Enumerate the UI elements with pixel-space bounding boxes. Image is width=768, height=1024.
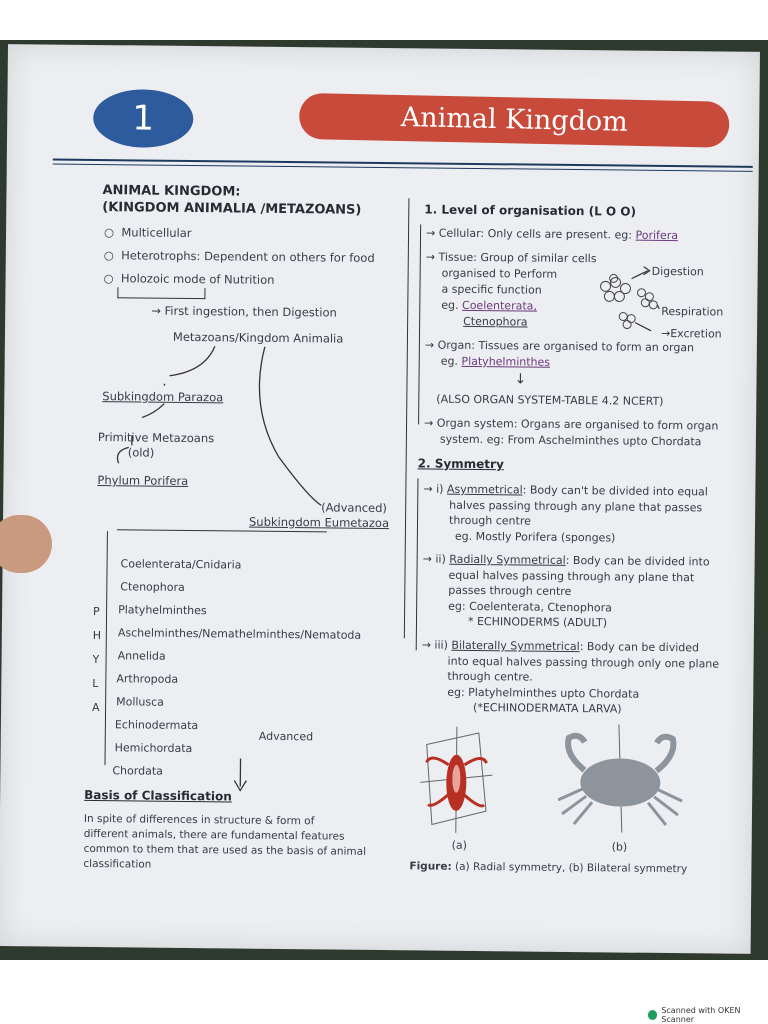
organ-eg-text: Platyhelminthes — [461, 354, 551, 369]
advanced-label: (Advanced) — [321, 500, 388, 516]
tissue-eg-1: Coelenterata, — [461, 298, 537, 313]
left-title-1: ANIMAL KINGDOM: — [102, 183, 241, 200]
also-note: (ALSO ORGAN SYSTEM-TABLE 4.2 NCERT) — [436, 392, 664, 408]
old-label: (old) — [127, 445, 155, 460]
bilat-term: Bilaterally Symmetrical — [451, 638, 580, 654]
radial-eg: eg: Coelenterata, Ctenophora — [448, 599, 612, 615]
eumetazoa-label: Subkingdom Eumetazoa — [248, 514, 390, 531]
asym-term: Asymmetrical — [446, 482, 523, 497]
loo-bracket — [418, 224, 421, 424]
organ-row: → Organ: Tissues are organised to form an organ — [424, 338, 695, 355]
organ-eg — [441, 355, 550, 369]
asym-line: halves passing through any plane that passes — [449, 498, 703, 515]
excretion-label: →Excretion — [660, 326, 722, 341]
symmetry-title-text: 2. Symmetry — [417, 456, 504, 472]
scanner-text: Scanned with OKEN Scanner — [661, 1006, 741, 1024]
digestion-label: Digestion — [651, 264, 704, 279]
bullet-1: ○ Multicellular — [103, 225, 192, 240]
scanned-page — [0, 44, 760, 954]
organ-system-line-1: Organ system: Organs are organised to form organ — [436, 416, 719, 433]
respiration-label: Respiration — [661, 304, 724, 319]
tissue-line-3: a specific function — [441, 282, 542, 297]
bullet-3-text: Holozoic mode of Nutrition — [120, 271, 275, 287]
excretion-text: Excretion — [670, 327, 722, 341]
bilat-rest: : Body can be divided — [579, 640, 700, 655]
organ-system-line-2: system. eg: From Aschelminthes upto Chordata — [439, 432, 702, 449]
phylum-item: Hemichordata — [114, 741, 193, 756]
basis-line: classification — [83, 857, 152, 871]
primitive-label: Primitive Metazoans — [97, 430, 215, 446]
asym-rest: : Body can't be divided into equal — [522, 483, 708, 499]
scanner-watermark — [648, 1006, 768, 1024]
left-title-2: (KINGDOM ANIMALIA /METAZOANS) — [102, 200, 362, 218]
bilat-num: iii) — [434, 638, 449, 652]
cellular-eg: Porifera — [635, 228, 679, 243]
asym-row: → i) Asymmetrical: Body can't be divided into equal — [423, 482, 708, 499]
bullet-1-text: Multicellular — [121, 225, 192, 240]
phylum-item: Echinodermata — [114, 718, 199, 733]
phylum-item: Mollusca — [116, 695, 165, 709]
phylum-item: Coelenterata/Cnidaria — [120, 557, 242, 572]
figure-b-label: (b) — [611, 840, 628, 854]
radial-term: Radially Symmetrical — [449, 552, 566, 567]
figure-caption-label: Figure: — [409, 860, 452, 873]
loo-title: 1. Level of organisation (L O O) — [424, 202, 637, 219]
phyla-letter-y: Y — [92, 652, 100, 667]
radial-note: * ECHINODERMS (ADULT) — [467, 614, 608, 630]
tissue-row: → Tissue: Group of similar cells — [425, 250, 597, 266]
chapter-number: 1 — [132, 98, 155, 139]
holozoic-note: → First ingestion, then Digestion — [151, 303, 337, 320]
classification-tree-lines — [0, 44, 410, 948]
bilat-eg: eg: Platyhelminthes upto Chordata — [447, 685, 640, 701]
phylum-item: Ctenophora — [120, 580, 185, 594]
phylum-item: Aschelminthes/Nemathelminthes/Nematoda — [117, 626, 362, 642]
tissue-eg — [441, 299, 537, 313]
symmetry-bracket — [416, 478, 419, 650]
basis-line: different animals, there are fundamental features — [83, 827, 345, 843]
phyla-letter-h: H — [92, 628, 102, 643]
asym-eg: eg. Mostly Porifera (sponges) — [454, 529, 616, 545]
symmetry-title — [418, 456, 504, 471]
radial-num: ii) — [435, 552, 446, 566]
phyla-letter-p: P — [93, 604, 100, 619]
asym-num: i) — [436, 482, 444, 496]
phylum-item: Chordata — [112, 764, 163, 778]
chapter-title: Animal Kingdom — [400, 101, 629, 138]
organ-eg-prefix: eg. — [440, 354, 459, 368]
tissue-line-2: organised to Perform — [441, 266, 558, 281]
tissue-eg-2: Ctenophora — [463, 314, 528, 329]
cellular-row: → Cellular: Only cells are present. eg: Porifera — [425, 226, 679, 243]
bilat-note: (*ECHINODERMATA LARVA) — [473, 700, 622, 716]
figure-a-label: (a) — [451, 838, 468, 852]
figure-caption — [409, 860, 687, 875]
organ-text: Organ: Tissues are organised to form an organ — [437, 338, 695, 355]
basis-line: In spite of differences in structure & form of — [83, 812, 315, 828]
bilateral-symmetry-figure — [544, 724, 695, 836]
phylum-item: Annelida — [117, 649, 166, 663]
radial-line: equal halves passing through any plane that — [448, 568, 695, 585]
radial-row: → ii) Radially Symmetrical: Body can be divided into — [422, 552, 710, 569]
radial-symmetry-figure — [418, 724, 495, 835]
asym-line: through centre — [448, 513, 531, 528]
porifera-label: Phylum Porifera — [97, 473, 189, 488]
basis-line: common to them that are used as the basis of animal — [83, 842, 367, 858]
phylum-item: Arthropoda — [116, 672, 179, 686]
figure-caption-text: (a) Radial symmetry, (b) Bilateral symmetry — [454, 860, 688, 876]
radial-line: passes through centre — [448, 583, 572, 598]
basis-title: Basis of Classification — [84, 787, 232, 804]
phyla-letter-l: L — [92, 676, 99, 691]
bullet-2: ○ Heterotrophs: Dependent on others for food — [103, 248, 375, 265]
organ-system-row: → Organ system: Organs are organised to form organ — [424, 416, 719, 433]
bullet-3: ○ Holozoic mode of Nutrition — [103, 271, 275, 287]
scanner-logo-icon — [648, 1010, 657, 1020]
metazoans-label: Metazoans/Kingdom Animalia — [172, 329, 344, 346]
phyla-letter-a: A — [92, 700, 100, 715]
bilat-line: into equal halves passing through only one plane — [447, 654, 720, 671]
parazoa-label: Subkingdom Parazoa — [102, 389, 224, 405]
holozoic-note-text: First ingestion, then Digestion — [164, 303, 337, 320]
bilat-line: through centre. — [447, 669, 533, 684]
bullet-2-text: Heterotrophs: Dependent on others for food — [121, 248, 375, 265]
bilat-row: → iii) Bilaterally Symmetrical: Body can be divided — [421, 638, 700, 655]
tissue-eg-prefix: eg. — [441, 298, 459, 312]
tissue-line-1: Tissue: Group of similar cells — [438, 250, 597, 266]
phylum-item: Platyhelminthes — [118, 603, 207, 618]
down-arrow-icon: ↓ — [514, 371, 527, 388]
cellular-text: Cellular: Only cells are present. eg: — [438, 226, 633, 242]
advanced-arrow-label: Advanced — [258, 729, 314, 744]
radial-rest: : Body can be divided into — [565, 553, 710, 569]
